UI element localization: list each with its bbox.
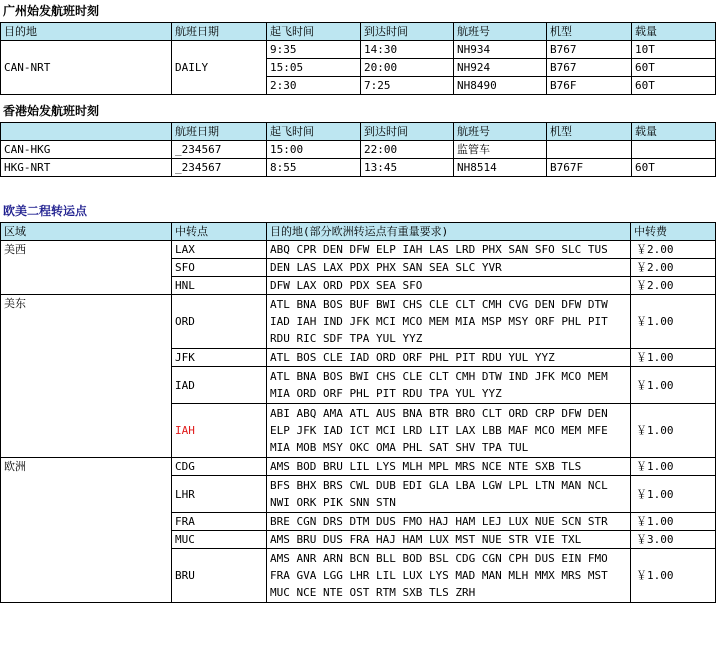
load-cell: 10T bbox=[632, 41, 716, 59]
hub-cell: LHR bbox=[172, 476, 267, 513]
destinations-line: MIA MOB MSY OKC OMA PHL SAT SHV TPA TUL bbox=[270, 441, 529, 454]
destinations-line: DFW LAX ORD PDX SEA SFO bbox=[270, 279, 423, 292]
hub-cell: IAH bbox=[172, 404, 267, 458]
flight-cell: NH8490 bbox=[454, 77, 547, 95]
load-cell: 60T bbox=[632, 59, 716, 77]
fee-cell: ￥1.00 bbox=[631, 295, 716, 349]
fee-cell: ￥2.00 bbox=[631, 241, 716, 259]
col-arrive: 到达时间 bbox=[361, 23, 454, 41]
destinations-line: DEN LAS LAX PDX PHX SAN SEA SLC YVR bbox=[270, 261, 502, 274]
hub-cell: LAX bbox=[172, 241, 267, 259]
hub-cell: FRA bbox=[172, 513, 267, 531]
hub-cell: CDG bbox=[172, 458, 267, 476]
guangzhou-table bbox=[0, 22, 716, 95]
table-row bbox=[1, 241, 716, 259]
table-row bbox=[1, 458, 716, 476]
col-date: 航班日期 bbox=[172, 23, 267, 41]
aircraft-cell: B767 bbox=[547, 41, 632, 59]
flight-cell: NH924 bbox=[454, 59, 547, 77]
destinations-cell bbox=[267, 277, 631, 295]
col-region: 区域 bbox=[1, 223, 172, 241]
destinations-cell bbox=[267, 349, 631, 367]
fee-cell: ￥1.00 bbox=[631, 549, 716, 603]
destinations-cell bbox=[267, 259, 631, 277]
region-cell: 美东 bbox=[1, 295, 172, 458]
depart-cell: 8:55 bbox=[267, 159, 361, 177]
col-flight: 航班号 bbox=[454, 23, 547, 41]
region-cell: 欧洲 bbox=[1, 458, 172, 603]
destinations-line: AMS BRU DUS FRA HAJ HAM LUX MST NUE STR VIE TXL bbox=[270, 533, 582, 546]
arrive-cell: 7:25 bbox=[361, 77, 454, 95]
fee-cell: ￥3.00 bbox=[631, 531, 716, 549]
destinations-line: ATL BNA BOS BWI CHS CLE CLT CMH DTW IND JFK MCO MEM bbox=[270, 370, 608, 383]
hub-cell: JFK bbox=[172, 349, 267, 367]
date-cell: _234567 bbox=[172, 159, 267, 177]
region-cell: 美西 bbox=[1, 241, 172, 295]
destinations-line: ABQ CPR DEN DFW ELP IAH LAS LRD PHX SAN SFO SLC TUS bbox=[270, 243, 608, 256]
destinations-cell bbox=[267, 476, 631, 513]
destinations-cell bbox=[267, 241, 631, 259]
route-cell: CAN-HKG bbox=[1, 141, 172, 159]
aircraft-cell: B76F bbox=[547, 77, 632, 95]
fee-cell: ￥1.00 bbox=[631, 458, 716, 476]
destinations-line: AMS ANR ARN BCN BLL BOD BSL CDG CGN CPH DUS EIN FMO bbox=[270, 552, 608, 565]
depart-cell: 15:05 bbox=[267, 59, 361, 77]
col-hub: 中转点 bbox=[172, 223, 267, 241]
date-cell: DAILY bbox=[172, 41, 267, 95]
col-load: 载量 bbox=[632, 123, 716, 141]
destinations-line: MIA ORD ORF PHL PIT RDU TPA YUL YYZ bbox=[270, 387, 502, 400]
hongkong-table bbox=[0, 122, 716, 177]
fee-cell: ￥1.00 bbox=[631, 513, 716, 531]
aircraft-cell: B767 bbox=[547, 59, 632, 77]
fee-cell: ￥1.00 bbox=[631, 349, 716, 367]
col-aircraft: 机型 bbox=[547, 23, 632, 41]
load-cell bbox=[632, 141, 716, 159]
fee-cell: ￥1.00 bbox=[631, 476, 716, 513]
load-cell: 60T bbox=[632, 159, 716, 177]
destinations-cell bbox=[267, 531, 631, 549]
hub-cell: SFO bbox=[172, 259, 267, 277]
guangzhou-header-row bbox=[1, 23, 716, 41]
destinations-cell bbox=[267, 404, 631, 458]
destination-cell: CAN-NRT bbox=[1, 41, 172, 95]
aircraft-cell bbox=[547, 141, 632, 159]
load-cell: 60T bbox=[632, 77, 716, 95]
hub-cell: ORD bbox=[172, 295, 267, 349]
col-destination: 目的地 bbox=[1, 23, 172, 41]
hub-cell: IAD bbox=[172, 367, 267, 404]
arrive-cell: 20:00 bbox=[361, 59, 454, 77]
destinations-line: NWI ORK PIK SNN STN bbox=[270, 496, 396, 509]
col-destinations: 目的地(部分欧洲转运点有重量要求) bbox=[267, 223, 631, 241]
destinations-line: ABI ABQ AMA ATL AUS BNA BTR BRO CLT ORD CRP DFW DEN bbox=[270, 407, 608, 420]
depart-cell: 2:30 bbox=[267, 77, 361, 95]
destinations-line: ATL BNA BOS BUF BWI CHS CLE CLT CMH CVG DEN DFW DTW bbox=[270, 298, 608, 311]
col-depart: 起飞时间 bbox=[267, 123, 361, 141]
destinations-line: FRA GVA LGG LHR LIL LUX LYS MAD MAN MLH MMX MRS MST bbox=[270, 569, 608, 582]
table-row bbox=[1, 41, 716, 59]
arrive-cell: 13:45 bbox=[361, 159, 454, 177]
transfer-table bbox=[0, 222, 716, 603]
destinations-line: ATL BOS CLE IAD ORD ORF PHL PIT RDU YUL YYZ bbox=[270, 351, 555, 364]
destinations-line: RDU RIC SDF TPA YUL YYZ bbox=[270, 332, 423, 345]
destinations-cell bbox=[267, 367, 631, 404]
col-date: 航班日期 bbox=[172, 123, 267, 141]
fee-cell: ￥1.00 bbox=[631, 404, 716, 458]
depart-cell: 15:00 bbox=[267, 141, 361, 159]
col-route bbox=[1, 123, 172, 141]
col-flight: 航班号 bbox=[454, 123, 547, 141]
fee-cell: ￥2.00 bbox=[631, 259, 716, 277]
table-row bbox=[1, 141, 716, 159]
col-load: 载量 bbox=[632, 23, 716, 41]
date-cell: _234567 bbox=[172, 141, 267, 159]
col-fee: 中转费 bbox=[631, 223, 716, 241]
arrive-cell: 14:30 bbox=[361, 41, 454, 59]
col-arrive: 到达时间 bbox=[361, 123, 454, 141]
hongkong-header-row bbox=[1, 123, 716, 141]
hub-cell: BRU bbox=[172, 549, 267, 603]
flight-cell: NH934 bbox=[454, 41, 547, 59]
route-cell: HKG-NRT bbox=[1, 159, 172, 177]
fee-cell: ￥1.00 bbox=[631, 367, 716, 404]
destinations-cell bbox=[267, 513, 631, 531]
destinations-cell bbox=[267, 295, 631, 349]
hub-cell: HNL bbox=[172, 277, 267, 295]
destinations-cell bbox=[267, 458, 631, 476]
flight-cell: 监管车 bbox=[454, 141, 547, 159]
transfer-header-row bbox=[1, 223, 716, 241]
destinations-line: BFS BHX BRS CWL DUB EDI GLA LBA LGW LPL LTN MAN NCL bbox=[270, 479, 608, 492]
destinations-line: IAD IAH IND JFK MCI MCO MEM MIA MSP MSY ORF PHL PIT bbox=[270, 315, 608, 328]
arrive-cell: 22:00 bbox=[361, 141, 454, 159]
hub-cell: MUC bbox=[172, 531, 267, 549]
guangzhou-title: 广州始发航班时刻 bbox=[3, 4, 100, 18]
aircraft-cell: B767F bbox=[547, 159, 632, 177]
hongkong-title: 香港始发航班时刻 bbox=[3, 104, 100, 118]
table-row bbox=[1, 159, 716, 177]
flight-cell: NH8514 bbox=[454, 159, 547, 177]
destinations-line: MUC NCE NTE OST RTM SXB TLS ZRH bbox=[270, 586, 476, 599]
destinations-line: AMS BOD BRU LIL LYS MLH MPL MRS NCE NTE SXB TLS bbox=[270, 460, 582, 473]
col-aircraft: 机型 bbox=[547, 123, 632, 141]
destinations-line: ELP JFK IAD ICT MCI LRD LIT LAX LBB MAF MCO MEM MFE bbox=[270, 424, 608, 437]
table-row bbox=[1, 295, 716, 349]
destinations-line: BRE CGN DRS DTM DUS FMO HAJ HAM LEJ LUX NUE SCN STR bbox=[270, 515, 608, 528]
fee-cell: ￥2.00 bbox=[631, 277, 716, 295]
transfer-title: 欧美二程转运点 bbox=[3, 204, 88, 218]
col-depart: 起飞时间 bbox=[267, 23, 361, 41]
depart-cell: 9:35 bbox=[267, 41, 361, 59]
destinations-cell bbox=[267, 549, 631, 603]
